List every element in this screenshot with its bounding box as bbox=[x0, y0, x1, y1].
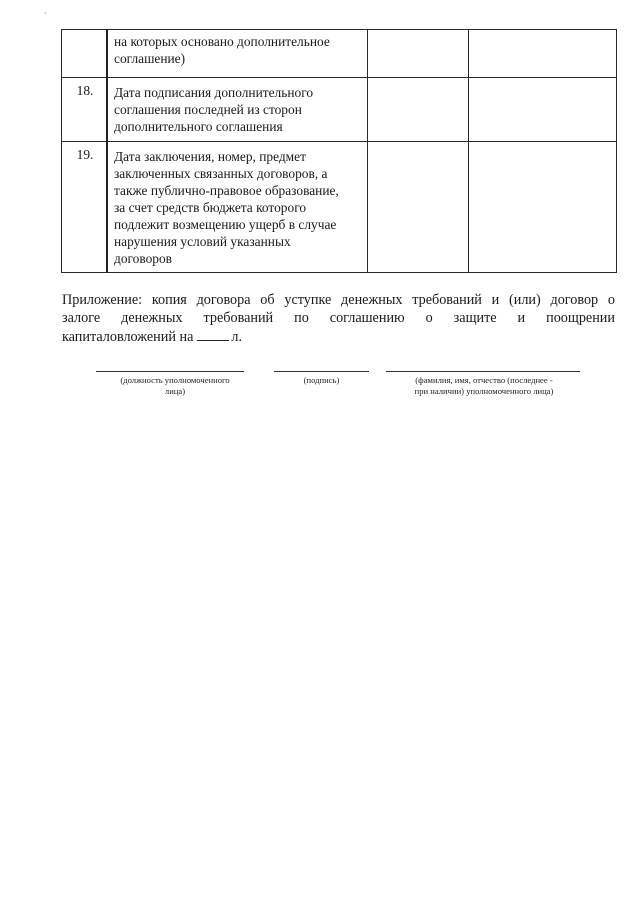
appendix-paragraph bbox=[62, 291, 615, 346]
description-line: подлежит возмещению ущерб в случае bbox=[114, 217, 337, 232]
position-label-line: (должность уполномоченного bbox=[120, 375, 230, 385]
position-signature-line bbox=[96, 371, 244, 372]
appendix-line bbox=[62, 327, 615, 346]
description-line: на которых основано дополнительное bbox=[114, 34, 330, 49]
description-line: заключенных связанных договоров, а bbox=[114, 166, 328, 181]
position-label bbox=[100, 375, 250, 397]
row-description bbox=[107, 30, 368, 78]
signature-label: (подпись) bbox=[303, 375, 340, 385]
value-cell bbox=[368, 142, 469, 273]
value-cell bbox=[469, 142, 617, 273]
description-line: дополнительного соглашения bbox=[114, 119, 283, 134]
name-label-line: при наличии) уполномоченного лица) bbox=[414, 386, 554, 396]
description-line: также публично-правовое образование, bbox=[114, 183, 339, 198]
pages-count-blank bbox=[197, 327, 229, 341]
description-line: соглашение) bbox=[114, 51, 186, 66]
description-line: договоров bbox=[114, 251, 173, 266]
agreement-details-table bbox=[61, 29, 617, 273]
description-line: Дата заключения, номер, предмет bbox=[114, 149, 306, 164]
name-signature-line bbox=[386, 371, 580, 372]
table-row bbox=[62, 142, 617, 273]
appendix-prefix: капиталовложений на bbox=[62, 329, 194, 345]
row-number: 19. bbox=[62, 142, 108, 273]
value-cell bbox=[368, 30, 469, 78]
description-line: Дата подписания дополнительного bbox=[114, 85, 314, 100]
appendix-suffix: л. bbox=[231, 329, 243, 345]
description-line: нарушения условий указанных bbox=[114, 234, 291, 249]
description-line: соглашения последней из сторон bbox=[114, 102, 302, 117]
name-label bbox=[384, 375, 584, 397]
appendix-line: залоге денежных требований по соглашению о защите и поощрении bbox=[62, 310, 615, 326]
position-label-line: лица) bbox=[164, 386, 186, 396]
value-cell bbox=[368, 78, 469, 142]
row-number bbox=[62, 30, 108, 78]
signature-line bbox=[274, 371, 369, 372]
description-line: за счет средств бюджета которого bbox=[114, 200, 307, 215]
row-number: 18. bbox=[62, 78, 108, 142]
table-row bbox=[62, 30, 617, 78]
appendix-line: Приложение: копия договора об уступке денежных требований и (или) договор о bbox=[62, 292, 615, 308]
table-row bbox=[62, 78, 617, 142]
row-description bbox=[107, 78, 368, 142]
value-cell bbox=[469, 30, 617, 78]
page-mark: · bbox=[44, 9, 47, 18]
name-label-line: (фамилия, имя, отчество (последнее - bbox=[415, 375, 553, 385]
value-cell bbox=[469, 78, 617, 142]
row-description bbox=[107, 142, 368, 273]
